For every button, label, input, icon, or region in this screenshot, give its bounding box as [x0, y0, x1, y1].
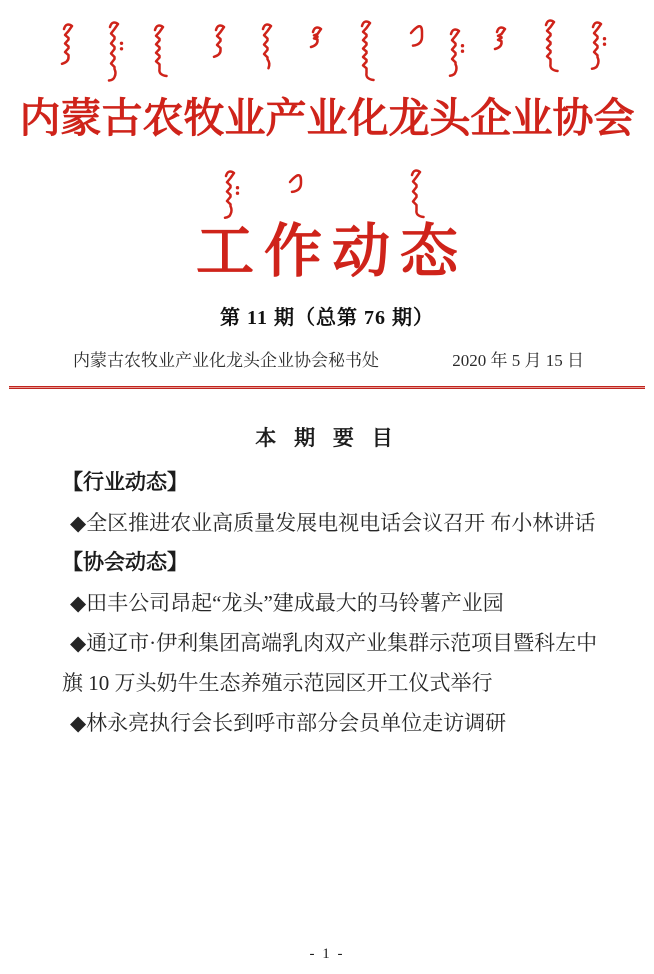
- divider-rule: [9, 386, 645, 389]
- mongolian-script-top-row: [0, 18, 654, 84]
- publisher-name: 内蒙古农牧业产业化龙头企业协会秘书处: [73, 351, 379, 370]
- org-title: 内蒙古农牧业产业化龙头企业协会: [19, 95, 635, 141]
- toc-section-header-industry: 【行业动态】: [62, 471, 188, 494]
- meta-line: [0, 349, 654, 373]
- bulletin-page: [0, 18, 654, 974]
- publish-date: 2020 年 5 月 15 日: [452, 351, 584, 370]
- toc-section-header-association: 【协会动态】: [62, 551, 188, 574]
- issue-label: 第 11 期（总第 76 期）: [220, 307, 434, 329]
- toc-item: ◆通辽市·伊利集团高端乳肉双产业集群示范项目暨科左中旗 10 万头奶牛生态养殖示范园区开工仪式举行: [62, 631, 598, 695]
- bulletin-title: 工作动态: [195, 219, 468, 284]
- toc-item: ◆全区推进农业高质量发展电视电话会议召开 布小林讲话: [70, 511, 596, 535]
- toc: [0, 463, 654, 743]
- mongolian-script-mid-row: [0, 167, 654, 219]
- toc-item: ◆田丰公司昂起“龙头”建成最大的马铃薯产业园: [70, 591, 504, 615]
- toc-item: ◆林永亮执行会长到呼市部分会员单位走访调研: [70, 711, 507, 735]
- toc-heading: 本 期 要 目: [255, 427, 399, 450]
- page-number: - 1 -: [309, 946, 345, 962]
